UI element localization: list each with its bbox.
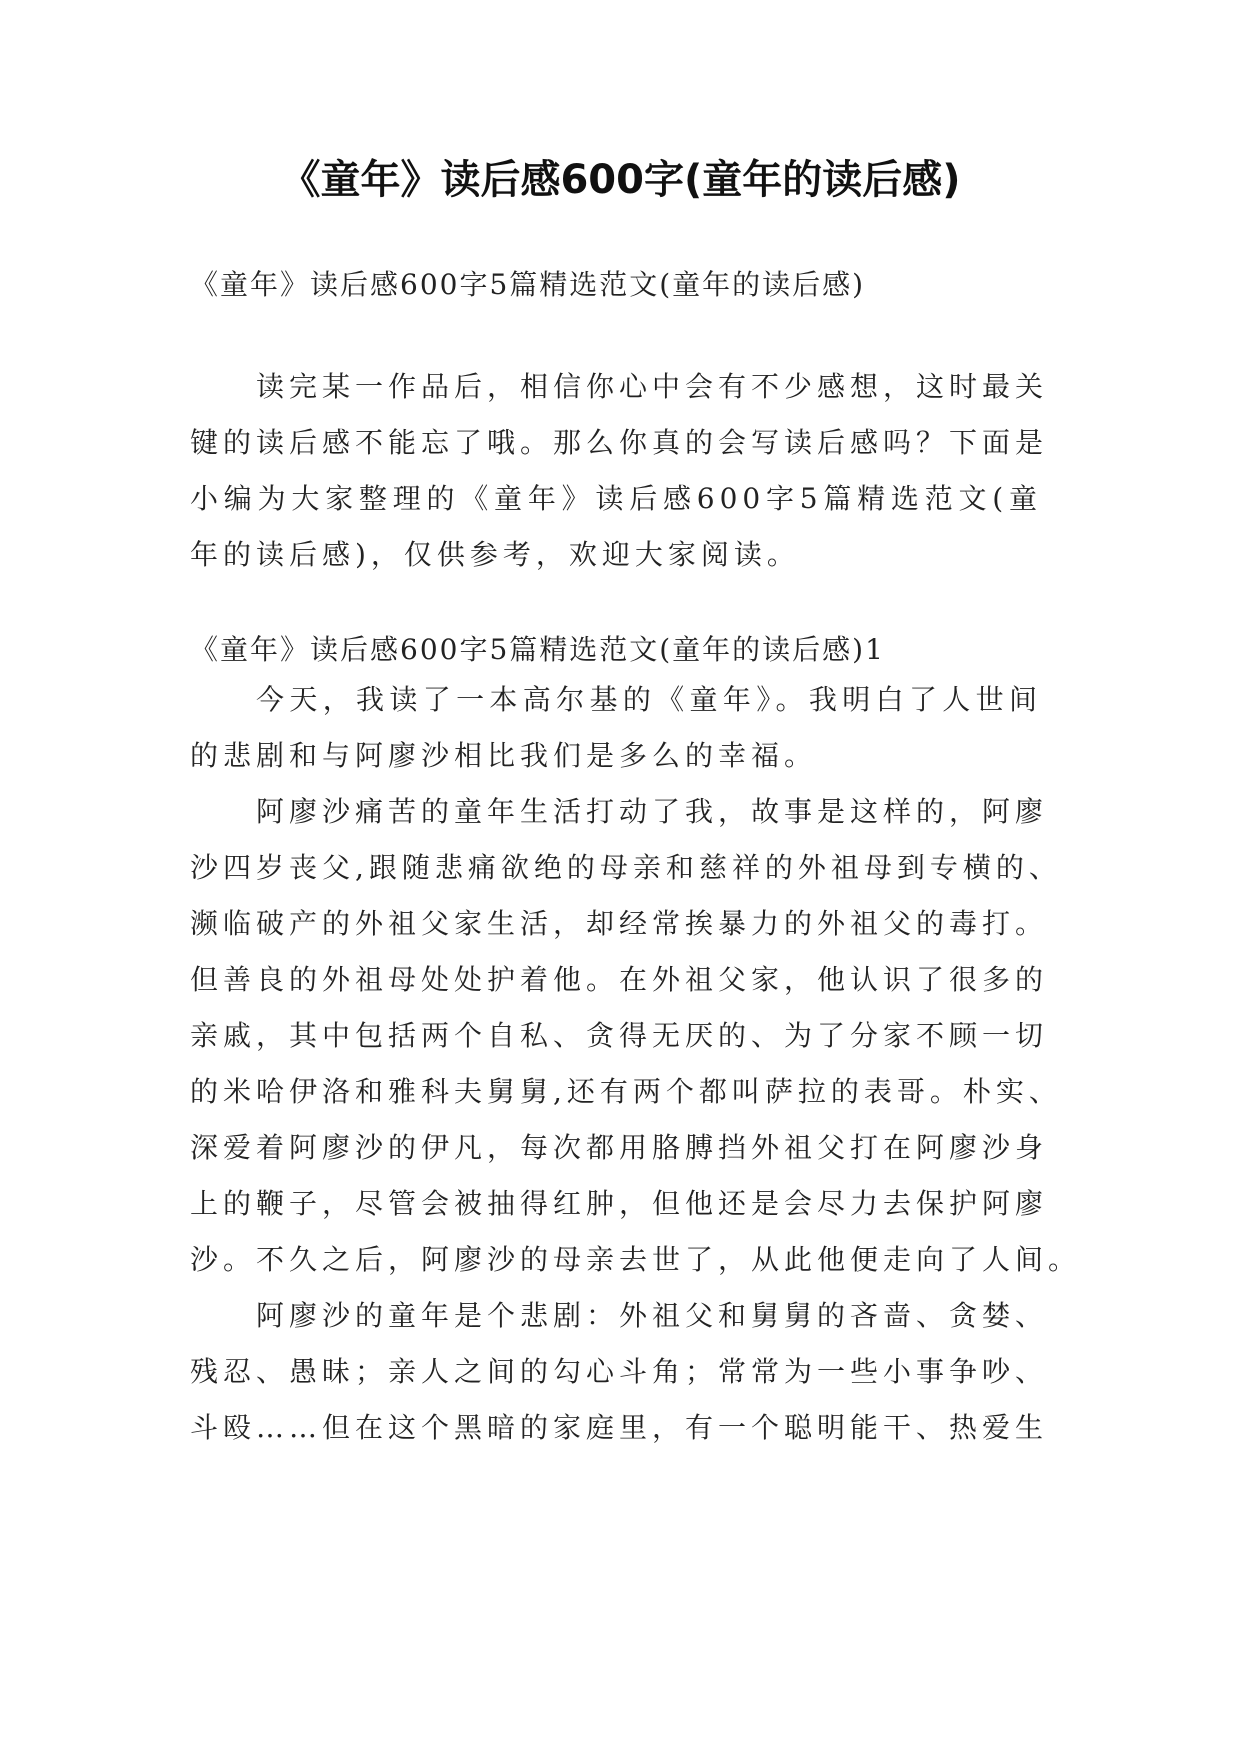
intro-line: 键的读后感不能忘了哦。那么你真的会写读后感吗？下面是: [190, 426, 1049, 459]
body-line: 斗殴……但在这个黑暗的家庭里，有一个聪明能干、热爱生: [190, 1411, 1049, 1444]
document-title: 《童年》读后感600字(童年的读后感): [280, 157, 961, 203]
body-line: 残忍、愚昧；亲人之间的勾心斗角；常常为一些小事争吵、: [190, 1355, 1049, 1388]
body-line: 亲戚，其中包括两个自私、贪得无厌的、为了分家不顾一切: [190, 1019, 1049, 1052]
body-line: 上的鞭子，尽管会被抽得红肿，但他还是会尽力去保护阿廖: [190, 1187, 1049, 1220]
body-line: 阿廖沙痛苦的童年生活打动了我，故事是这样的，阿廖: [256, 795, 1049, 828]
body-line: 沙四岁丧父,跟随悲痛欲绝的母亲和慈祥的外祖母到专横的、: [190, 851, 1062, 884]
section-heading: 《童年》读后感600字5篇精选范文(童年的读后感)1: [190, 633, 885, 666]
body-line: 濒临破产的外祖父家生活，却经常挨暴力的外祖父的毒打。: [190, 907, 1049, 940]
body-line: 阿廖沙的童年是个悲剧：外祖父和舅舅的吝啬、贪婪、: [256, 1299, 1049, 1332]
intro-line: 年的读后感)，仅供参考，欢迎大家阅读。: [190, 538, 800, 571]
body-line: 沙。不久之后，阿廖沙的母亲去世了，从此他便走向了人间。: [190, 1243, 1082, 1276]
intro-line: 读完某一作品后，相信你心中会有不少感想，这时最关: [256, 370, 1049, 403]
body-line: 的米哈伊洛和雅科夫舅舅,还有两个都叫萨拉的表哥。朴实、: [190, 1075, 1062, 1108]
body-line: 深爱着阿廖沙的伊凡，每次都用胳膊挡外祖父打在阿廖沙身: [190, 1131, 1049, 1164]
document-subtitle: 《童年》读后感600字5篇精选范文(童年的读后感): [190, 268, 866, 301]
body-line: 今天，我读了一本高尔基的《童年》。我明白了人世间: [256, 683, 1042, 716]
body-line: 的悲剧和与阿廖沙相比我们是多么的幸福。: [190, 739, 818, 772]
intro-line: 小编为大家整理的《童年》读后感600字5篇精选范文(童: [190, 482, 1042, 515]
body-line: 但善良的外祖母处处护着他。在外祖父家，他认识了很多的: [190, 963, 1049, 996]
